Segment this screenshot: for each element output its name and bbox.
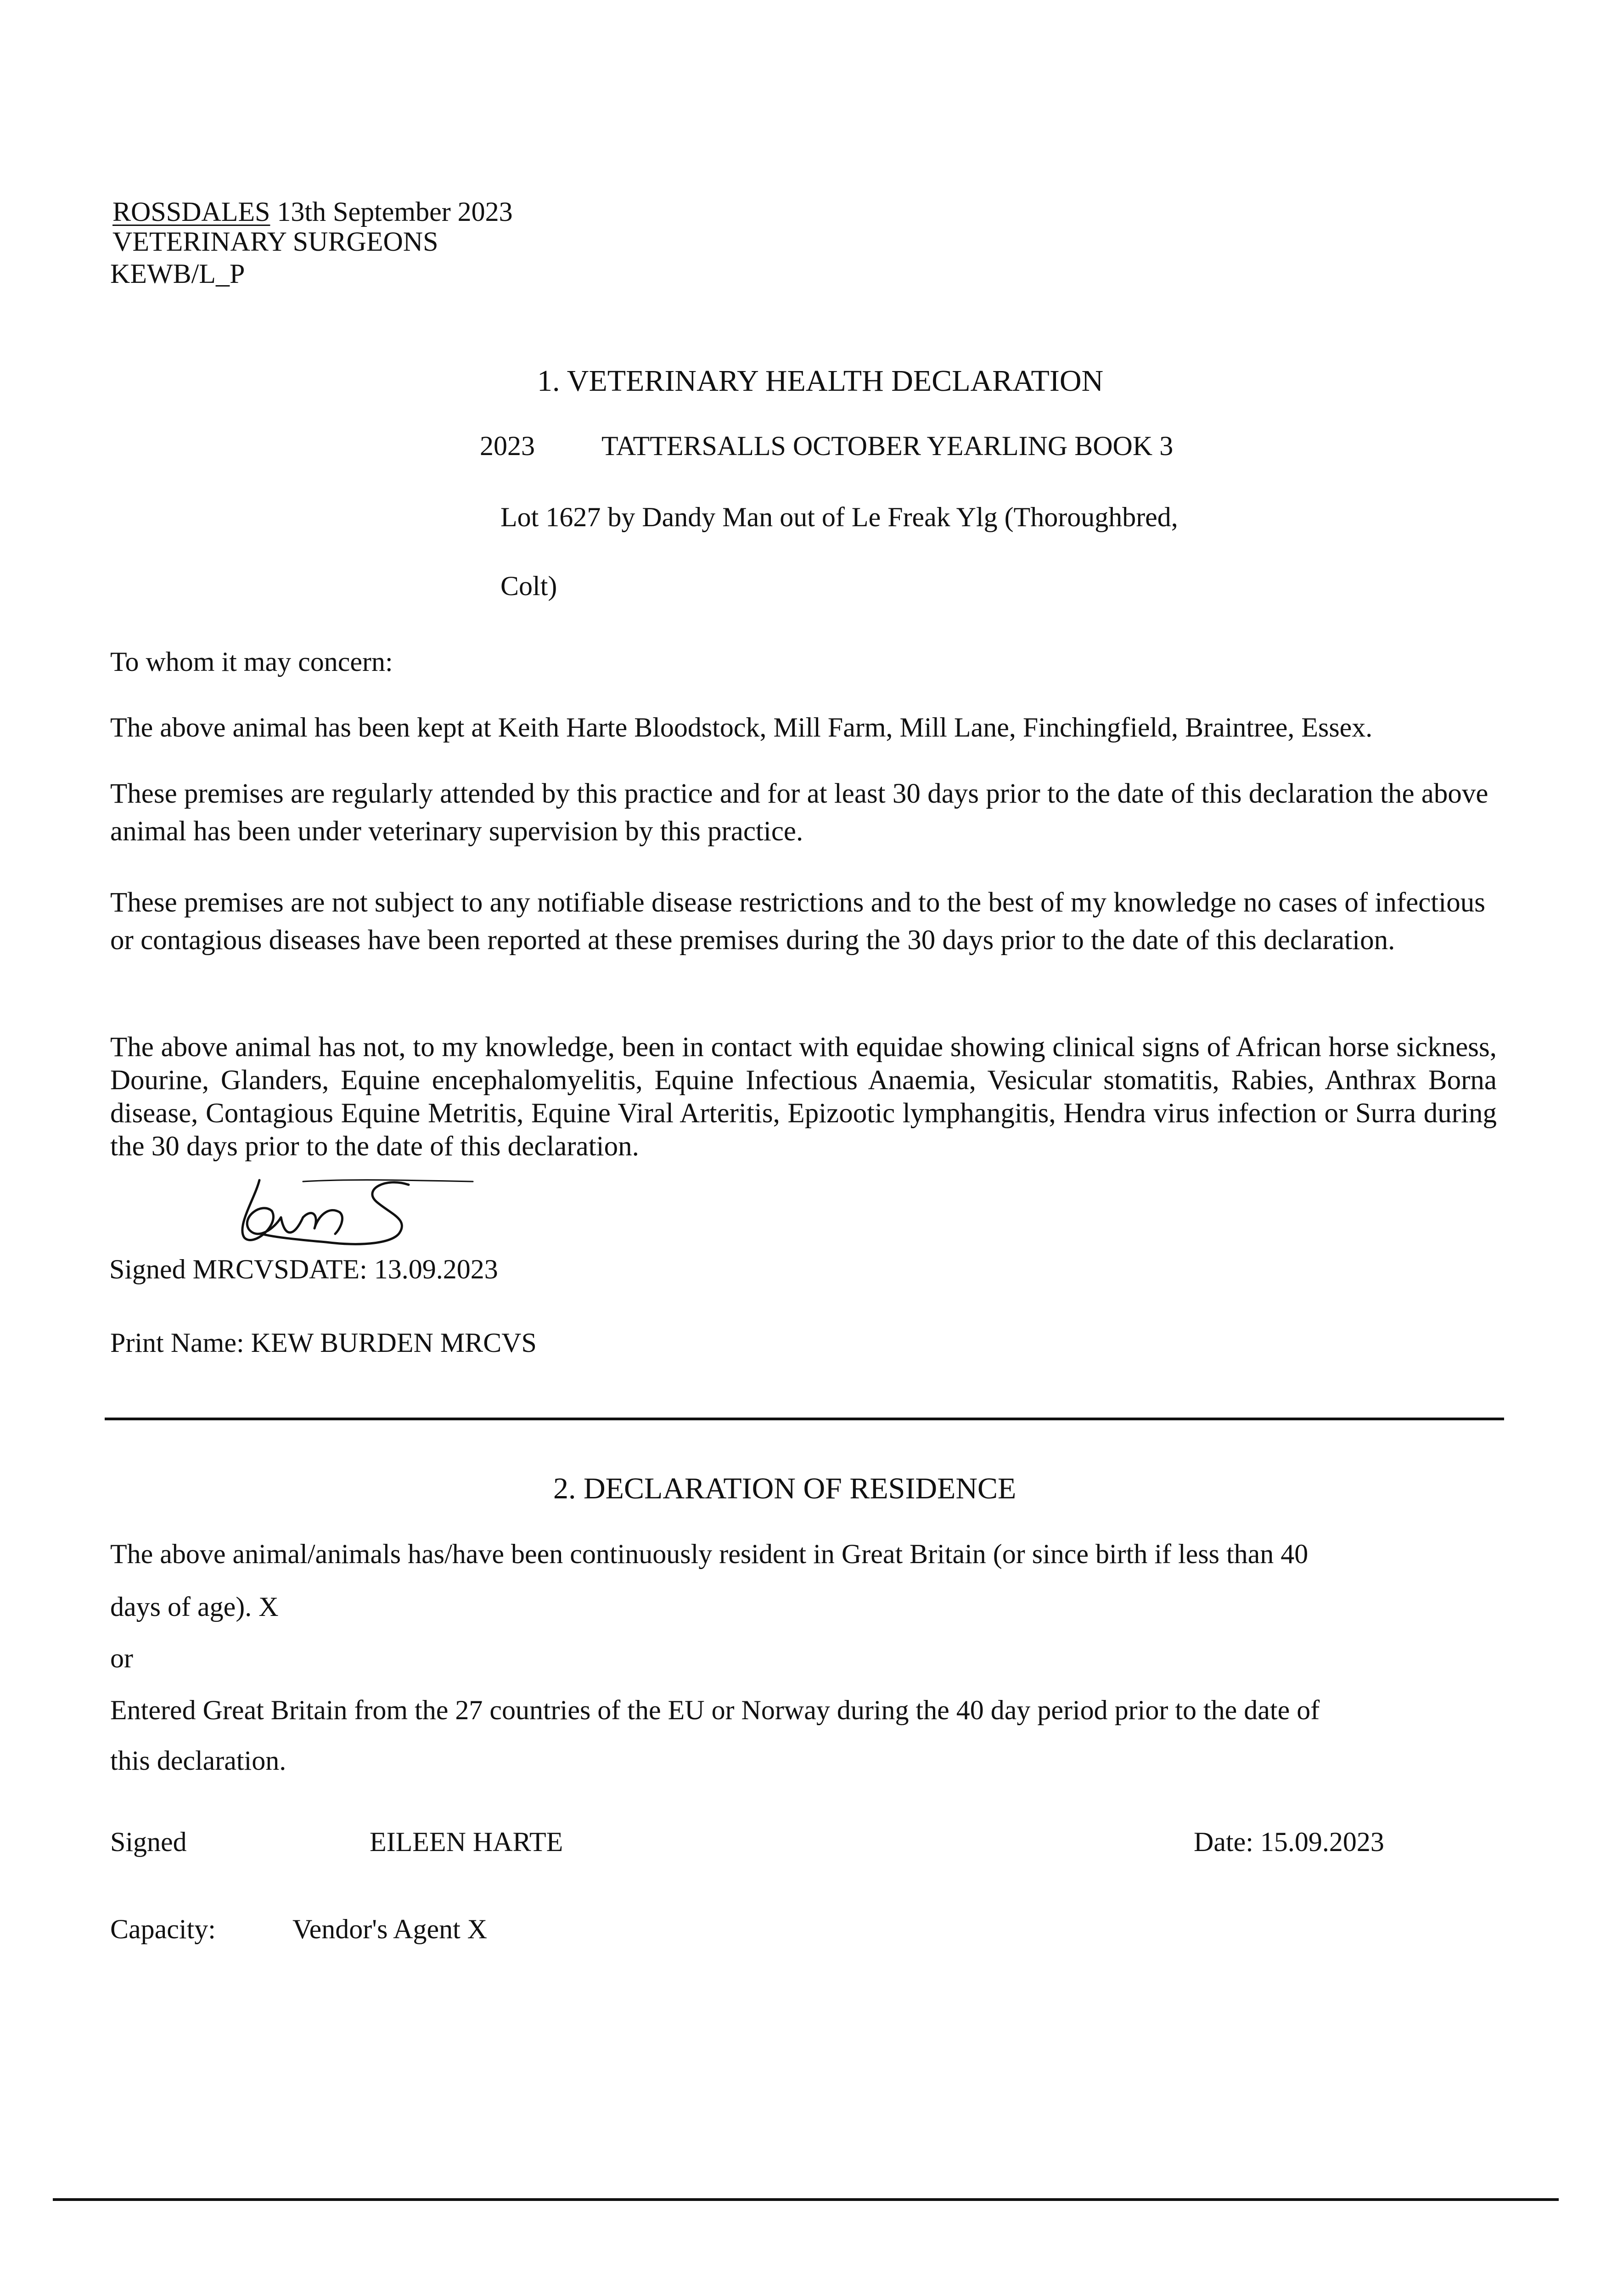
- residence-line-4: this declaration.: [110, 1745, 286, 1776]
- signed-mrcvs-line: Signed MRCVSDATE: 13.09.2023: [109, 1254, 498, 1284]
- paragraph-kept-at: The above animal has been kept at Keith Harte Bloodstock, Mill Farm, Mill Lane, Finchingfield, Braintree, Essex.: [110, 712, 1373, 743]
- residence-or: or: [110, 1643, 133, 1673]
- salutation: To whom it may concern:: [110, 647, 393, 677]
- practice-name: ROSSDALES: [112, 197, 270, 227]
- header-date: 13th September 2023: [277, 197, 513, 227]
- practice-subtitle: VETERINARY SURGEONS: [112, 226, 438, 257]
- footer-rule: [53, 2198, 1559, 2201]
- reference-code: KEWB/L_P: [110, 259, 245, 289]
- section-title-veterinary-health: 1. VETERINARY HEALTH DECLARATION: [537, 364, 1104, 398]
- section-divider: [105, 1418, 1504, 1420]
- signature-image: [216, 1173, 477, 1256]
- residence-signed-label: Signed: [110, 1827, 187, 1857]
- sale-year: 2023: [480, 431, 535, 461]
- lot-line-1: Lot 1627 by Dandy Man out of Le Freak Ylg (Thoroughbred,: [500, 502, 1178, 532]
- paragraph-restrictions: These premises are not subject to any notifiable disease restrictions and to the best of my knowledge no cases of infectious or contagious diseases have been reported at these premises during the 30 days prior to the date of this declaration.: [110, 887, 1485, 956]
- residence-date: Date: 15.09.2023: [1194, 1827, 1384, 1857]
- residence-line-2: days of age). X: [110, 1592, 279, 1622]
- residence-line-3: Entered Great Britain from the 27 countries of the EU or Norway during the 40 day period prior to the date of: [110, 1695, 1320, 1725]
- header-block: [112, 195, 513, 228]
- print-name: Print Name: KEW BURDEN MRCVS: [110, 1328, 537, 1358]
- section-title-residence: 2. DECLARATION OF RESIDENCE: [553, 1472, 1016, 1505]
- lot-line-2: Colt): [500, 571, 557, 601]
- sale-name: TATTERSALLS OCTOBER YEARLING BOOK 3: [601, 431, 1174, 461]
- residence-line-1: The above animal/animals has/have been continuously resident in Great Britain (or since birth if less than 40: [110, 1539, 1309, 1569]
- capacity-value: Vendor's Agent X: [292, 1914, 488, 1944]
- capacity-label: Capacity:: [110, 1914, 216, 1944]
- residence-signed-name: EILEEN HARTE: [370, 1827, 563, 1857]
- paragraph-attended: These premises are regularly attended by this practice and for at least 30 days prior to the date of this declaration the above animal has been under veterinary supervision by this practice.: [110, 778, 1488, 847]
- paragraph-disease-contact: The above animal has not, to my knowledge, been in contact with equidae showing clinical signs of African horse sickness, Dourine, Glanders, Equine encephalomyelitis, Equine Infectious Anaemia, Vesicular stomatitis, Rabies, Anthrax Borna disease, Contagious Equine Metritis, Equine Viral Arteritis, Epizootic lymphangitis, Hendra virus infection or Surra during the 30 days prior to the date of this declaration.: [110, 1032, 1497, 1162]
